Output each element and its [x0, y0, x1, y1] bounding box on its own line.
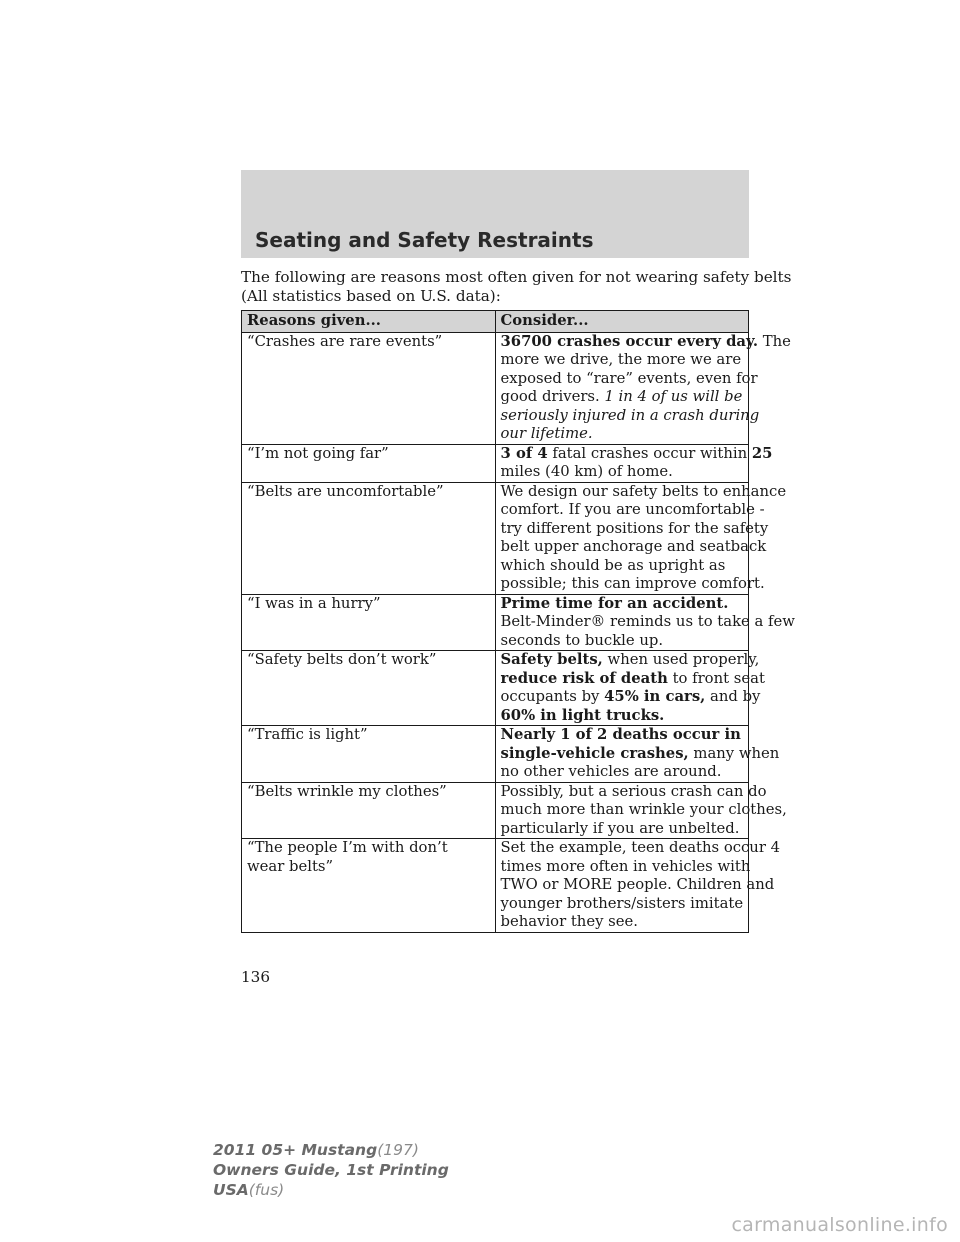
consider-line: [500, 744, 780, 764]
body-text: many when: [688, 744, 780, 762]
consider-line: [501, 913, 743, 932]
reason-text: “The people I’m with don’t: [247, 839, 448, 856]
footer-model-code: (197): [377, 1141, 419, 1159]
consider-line: [501, 557, 743, 576]
consider-line: [501, 895, 743, 914]
section-title: Seating and Safety Restraints: [255, 228, 594, 252]
consider-line: [500, 369, 758, 389]
emphasis-text: 36700 crashes occur every day.: [500, 332, 759, 350]
table-row: [242, 839, 749, 933]
consider-line: [501, 726, 743, 745]
body-text: Possibly, but a serious crash can do: [500, 782, 767, 800]
consider-line: [500, 406, 760, 426]
body-text: miles (40 km) of home.: [500, 463, 673, 480]
body-text: to front seat: [667, 669, 765, 687]
body-text: younger brothers/sisters imitate: [500, 894, 744, 912]
consider-line: [501, 351, 743, 370]
emphasis-text: 60% in light trucks.: [500, 706, 665, 724]
body-text: The: [758, 332, 791, 350]
print-footer: [213, 1140, 449, 1200]
footer-printing: Owners Guide, 1st Printing: [213, 1161, 449, 1179]
table-row: [242, 482, 749, 594]
body-text: comfort. If you are uncomfortable -: [500, 501, 765, 518]
reason-cell: [242, 839, 496, 933]
page-number: 136: [241, 968, 270, 986]
body-text: fatal crashes occur within: [547, 444, 752, 462]
body-text: more we drive, the more we are: [500, 351, 742, 368]
body-text: Belt-Minder® reminds us to take a few: [500, 613, 795, 630]
body-text: TWO or MORE people. Children and: [500, 876, 775, 893]
body-text: Set the example, teen deaths occur 4: [500, 839, 781, 856]
consider-line: [501, 632, 743, 651]
body-text: good drivers.: [500, 388, 605, 405]
body-text: We design our safety belts to enhance: [500, 482, 787, 500]
body-text: occupants by: [500, 688, 605, 705]
table-row: [242, 651, 749, 726]
reason-text: “Belts are uncomfortable”: [247, 482, 444, 500]
consider-line: [500, 688, 761, 707]
emphasis-text: reduce risk of death: [500, 669, 668, 687]
consider-line: [500, 501, 765, 520]
reason-text: “Safety belts don’t work”: [247, 651, 437, 668]
intro-line: (All statistics based on U.S. data):: [241, 286, 501, 305]
reason-text: wear belts”: [247, 857, 334, 875]
emphasis-text: 25: [751, 444, 773, 462]
consider-cell: [495, 332, 791, 444]
reason-cell: [242, 482, 496, 594]
consider-line: [501, 595, 743, 614]
emphasis-text: Prime time for an accident.: [500, 594, 729, 612]
body-text: much more than wrinkle your clothes,: [500, 801, 787, 818]
header-consider: Consider...: [495, 311, 749, 333]
table-header-row: [242, 311, 749, 333]
italic-text: seriously injured in a crash during: [500, 406, 760, 424]
body-text: belt upper anchorage and seatback: [500, 538, 767, 555]
reason-cell: [242, 332, 496, 444]
consider-line: [500, 613, 795, 632]
consider-line: [501, 463, 743, 482]
intro-paragraph: [241, 268, 792, 305]
body-text: exposed to “rare” events, even for: [500, 369, 758, 387]
footer-line: [213, 1160, 449, 1180]
table-row: [242, 594, 749, 651]
body-text: which should be as upright as: [500, 556, 726, 574]
consider-line: [501, 707, 743, 726]
emphasis-text: single-vehicle crashes,: [500, 744, 689, 762]
reason-cell: [242, 651, 496, 726]
footer-market-code: (fus): [248, 1181, 285, 1199]
reason-cell: [242, 444, 496, 482]
reason-text: “I’m not going far”: [247, 444, 389, 462]
consider-line: [500, 482, 787, 502]
footer-line: [213, 1140, 449, 1160]
reason-text: “Traffic is light”: [247, 726, 368, 743]
consider-cell: [495, 444, 773, 482]
reasons-table: [241, 310, 795, 933]
body-text: possible; this can improve comfort.: [500, 575, 765, 592]
reason-cell: [242, 726, 496, 783]
body-text: when used properly,: [602, 651, 760, 668]
consider-line: [500, 801, 787, 820]
consider-cell: [495, 782, 787, 839]
consider-line: [500, 651, 760, 670]
reason-cell: [242, 782, 496, 839]
footer-market: USA: [213, 1181, 249, 1199]
consider-line: [501, 763, 743, 782]
reason-text: “Belts wrinkle my clothes”: [247, 782, 447, 800]
italic-text: 1 in 4 of us will be: [604, 388, 743, 405]
table-row: [242, 782, 749, 839]
emphasis-text: Nearly 1 of 2 deaths occur in: [500, 726, 741, 743]
consider-line: [501, 425, 743, 444]
table-row: [242, 332, 749, 444]
consider-line: [501, 388, 743, 407]
reason-cell: [242, 594, 496, 651]
emphasis-text: Safety belts,: [500, 651, 603, 668]
consider-cell: [495, 482, 787, 594]
body-text: particularly if you are unbelted.: [500, 819, 740, 837]
watermark-link[interactable]: carmanualsonline.info: [731, 1214, 948, 1236]
body-text: times more often in vehicles with: [500, 857, 751, 875]
consider-line: [500, 575, 765, 594]
body-text: try different positions for the safety: [500, 519, 769, 537]
consider-line: [501, 820, 743, 839]
reason-text: “Crashes are rare events”: [247, 332, 443, 350]
consider-cell: [495, 839, 781, 933]
consider-cell: [495, 651, 765, 726]
reason-text: “I was in a hurry”: [247, 594, 381, 612]
table-row: [242, 444, 749, 482]
footer-line: [213, 1180, 449, 1200]
consider-line: [500, 332, 791, 352]
consider-line: [500, 857, 751, 877]
consider-line: [500, 876, 775, 895]
consider-line: [500, 839, 781, 858]
body-text: and by: [705, 688, 761, 705]
table-body: [242, 332, 795, 932]
consider-line: [500, 782, 767, 802]
intro-line: The following are reasons most often given for not wearing safety belts: [241, 268, 792, 286]
body-text: behavior they see.: [500, 913, 638, 930]
italic-text: our lifetime.: [500, 425, 593, 442]
footer-model: 2011 05+ Mustang: [213, 1141, 378, 1159]
header-reasons: Reasons given...: [242, 311, 496, 333]
consider-line: [500, 538, 767, 557]
emphasis-text: 45% in cars,: [604, 688, 706, 705]
emphasis-text: 3 of 4: [500, 444, 548, 462]
consider-line: [500, 444, 773, 464]
consider-cell: [495, 726, 780, 783]
table-row: [242, 726, 749, 783]
consider-line: [500, 519, 769, 539]
consider-cell: [495, 594, 795, 651]
body-text: no other vehicles are around.: [500, 763, 722, 780]
body-text: seconds to buckle up.: [500, 631, 664, 649]
consider-line: [500, 669, 765, 689]
